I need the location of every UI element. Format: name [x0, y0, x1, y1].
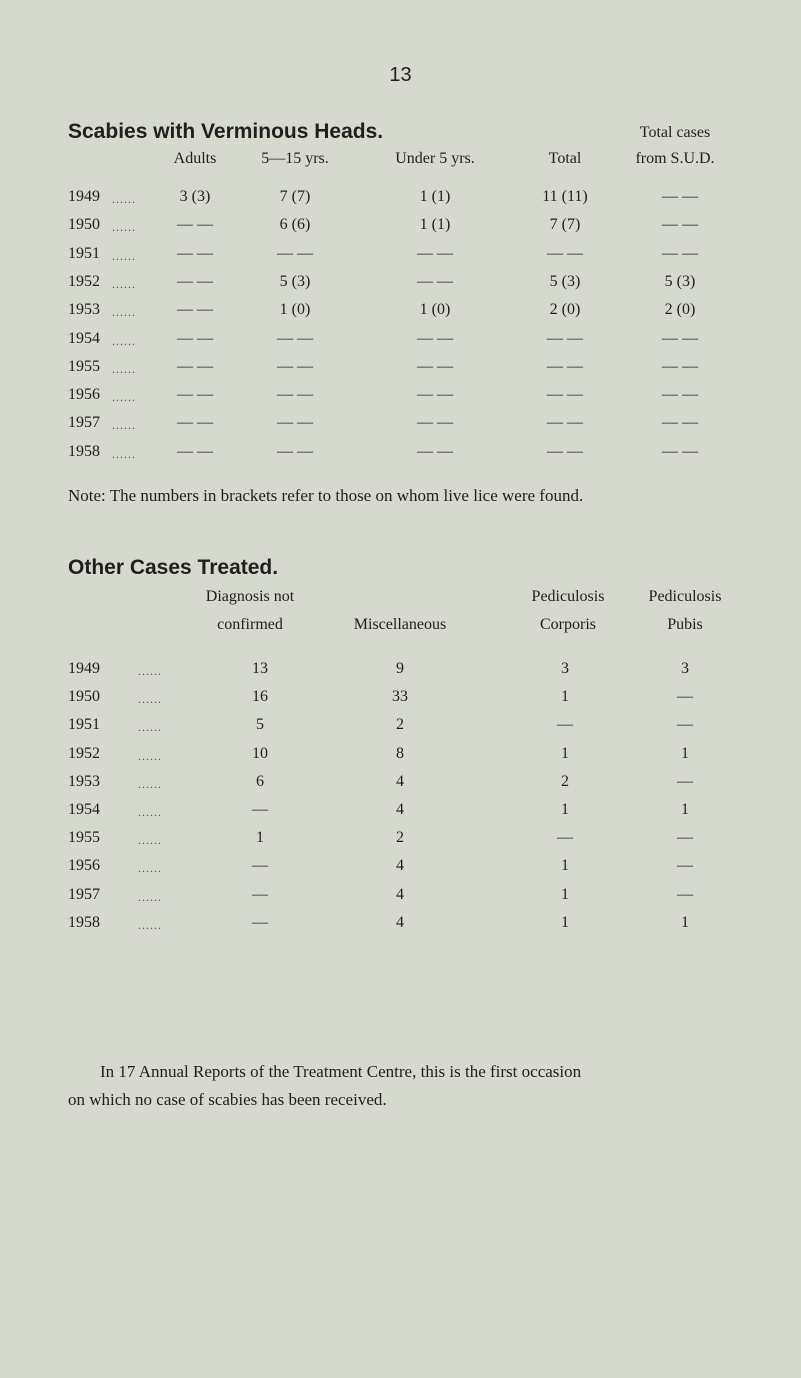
cell-corporis: 1 [561, 801, 569, 818]
cell-under-5: — — [417, 272, 453, 290]
dot-leader: ...... [112, 276, 136, 291]
cell-pubis: 3 [681, 660, 689, 677]
year-label: 1954 [68, 801, 100, 818]
cell-total: 2 (0) [549, 301, 581, 319]
header-pubis-line2: Pubis [667, 616, 703, 633]
cell-under-5: — — [417, 244, 453, 262]
cell-pubis: — [677, 716, 693, 734]
cell-corporis: 1 [561, 857, 569, 875]
cell-corporis: 1 [561, 885, 569, 903]
cell-misc: 2 [396, 829, 404, 847]
cell-pubis: 1 [681, 801, 689, 818]
cell-pubis: — [677, 857, 693, 875]
cell-diagnosis: — [252, 885, 268, 903]
cell-corporis: 1 [561, 744, 569, 762]
header-diagnosis-line2: confirmed [217, 616, 283, 633]
cell-pubis: 1 [681, 913, 689, 931]
cell-5-15: — — [277, 386, 313, 404]
year-label: 1951 [68, 716, 100, 734]
cell-adults: — — [177, 442, 213, 460]
cell-diagnosis: 5 [256, 716, 264, 734]
cell-sud: — — [662, 442, 698, 460]
header-total-cases-line2: from S.U.D. [635, 150, 715, 167]
dot-leader: ...... [138, 833, 162, 848]
year-label: 1954 [68, 329, 100, 347]
cell-adults: — — [177, 414, 213, 432]
cell-pubis: — [677, 688, 693, 706]
cell-diagnosis: — [252, 801, 268, 818]
header-pubis-line1: Pediculosis [648, 588, 722, 605]
cell-under-5: — — [417, 357, 453, 375]
cell-total: — — [547, 414, 583, 432]
header-total-cases-line1: Total cases [639, 124, 711, 141]
cell-adults: — — [177, 329, 213, 347]
year-label: 1953 [68, 772, 100, 790]
cell-pubis: — [677, 772, 693, 790]
cell-adults: — — [177, 386, 213, 404]
cell-corporis: — [557, 829, 573, 847]
year-label: 1958 [68, 442, 100, 460]
dot-leader: ...... [138, 692, 162, 707]
dot-leader: ...... [138, 720, 162, 735]
year-label: 1951 [68, 244, 100, 262]
cell-under-5: — — [417, 414, 453, 432]
cell-total: 7 (7) [549, 216, 581, 234]
header-adults: Adults [173, 150, 217, 167]
dot-leader: ...... [138, 664, 162, 678]
cell-total: — — [547, 244, 583, 262]
page-number: 13 [389, 64, 412, 86]
dot-leader: ...... [138, 917, 162, 932]
year-label: 1952 [68, 272, 100, 290]
cell-total: 11 (11) [542, 188, 588, 205]
cell-adults: — — [177, 216, 213, 234]
year-label: 1957 [68, 885, 100, 903]
cell-under-5: 1 (1) [419, 188, 451, 205]
cell-misc: 2 [396, 716, 404, 734]
cell-pubis: — [677, 829, 693, 847]
cell-misc: 8 [396, 744, 404, 762]
cell-5-15: — — [277, 414, 313, 432]
cell-diagnosis: 6 [256, 772, 264, 790]
header-total: Total [548, 150, 582, 167]
cell-diagnosis: 10 [252, 744, 268, 762]
dot-leader: ...... [112, 361, 136, 376]
scabies-heading: Scabies with Verminous Heads. [68, 120, 384, 143]
cell-5-15: 5 (3) [279, 272, 311, 290]
year-label: 1953 [68, 301, 100, 319]
cell-diagnosis: — [252, 857, 268, 875]
cell-diagnosis: 1 [256, 829, 264, 847]
cell-corporis: 3 [561, 660, 569, 677]
cell-corporis: 2 [561, 772, 569, 790]
cell-total: — — [547, 442, 583, 460]
dot-leader: ...... [112, 192, 136, 206]
header-diagnosis-line1: Diagnosis not [205, 588, 295, 605]
cell-sud: — — [662, 386, 698, 404]
cell-under-5: — — [417, 329, 453, 347]
cell-adults: — — [177, 244, 213, 262]
cell-under-5: 1 (1) [419, 216, 451, 234]
cell-diagnosis: 16 [252, 688, 268, 706]
cell-pubis: — [677, 885, 693, 903]
other-cases-heading: Other Cases Treated. [68, 556, 279, 579]
dot-leader: ...... [112, 305, 136, 320]
dot-leader: ...... [112, 248, 136, 263]
scabies-note: Note: The numbers in brackets refer to those on whom live lice were found. [68, 486, 584, 505]
cell-adults: — — [177, 301, 213, 319]
dot-leader: ...... [112, 390, 136, 405]
cell-5-15: 6 (6) [279, 216, 311, 234]
cell-misc: 33 [392, 688, 408, 706]
header-misc: Miscellaneous [353, 616, 447, 633]
dot-leader: ...... [112, 446, 136, 461]
cell-5-15: — — [277, 329, 313, 347]
cell-5-15: 7 (7) [279, 188, 311, 205]
year-label: 1957 [68, 414, 100, 432]
year-label: 1950 [68, 688, 100, 706]
cell-misc: 4 [396, 857, 404, 875]
cell-pubis: 1 [681, 744, 689, 762]
cell-misc: 4 [396, 913, 404, 931]
year-label: 1952 [68, 744, 100, 762]
year-label: 1956 [68, 386, 100, 404]
dot-leader: ...... [112, 333, 136, 348]
dot-leader: ...... [112, 418, 136, 433]
dot-leader: ...... [138, 776, 162, 791]
dot-leader: ...... [138, 861, 162, 876]
year-label: 1950 [68, 216, 100, 234]
cell-under-5: 1 (0) [419, 301, 451, 319]
cell-sud: — — [662, 357, 698, 375]
cell-total: 5 (3) [549, 272, 581, 290]
cell-misc: 9 [396, 660, 404, 677]
cell-adults: — — [177, 357, 213, 375]
cell-diagnosis: — [252, 913, 268, 931]
header-under-5: Under 5 yrs. [395, 150, 475, 167]
cell-sud: — — [662, 244, 698, 262]
cell-sud: — — [662, 216, 698, 234]
cell-corporis: — [557, 716, 573, 734]
header-corporis-line1: Pediculosis [531, 588, 605, 605]
closing-paragraph-line2: on which no case of scabies has been received. [68, 1090, 387, 1109]
year-label: 1949 [68, 660, 100, 677]
dot-leader: ...... [138, 805, 162, 819]
cell-under-5: — — [417, 386, 453, 404]
cell-diagnosis: 13 [252, 660, 268, 677]
cell-under-5: — — [417, 442, 453, 460]
cell-total: — — [547, 386, 583, 404]
cell-corporis: 1 [561, 913, 569, 931]
cell-sud: — — [662, 414, 698, 432]
year-label: 1955 [68, 357, 100, 375]
cell-adults: — — [177, 272, 213, 290]
cell-sud: — — [662, 188, 698, 205]
cell-misc: 4 [396, 801, 404, 818]
year-label: 1955 [68, 829, 100, 847]
cell-misc: 4 [396, 885, 404, 903]
dot-leader: ...... [112, 220, 136, 235]
dot-leader: ...... [138, 889, 162, 904]
cell-sud: 5 (3) [664, 272, 696, 290]
cell-adults: 3 (3) [179, 188, 211, 205]
cell-5-15: — — [277, 357, 313, 375]
cell-5-15: — — [277, 244, 313, 262]
year-label: 1958 [68, 913, 100, 931]
cell-total: — — [547, 329, 583, 347]
cell-total: — — [547, 357, 583, 375]
cell-misc: 4 [396, 772, 404, 790]
dot-leader: ...... [138, 748, 162, 763]
year-label: 1956 [68, 857, 100, 875]
closing-paragraph-line1: In 17 Annual Reports of the Treatment Centre, this is the first occasion [100, 1062, 582, 1081]
year-label: 1949 [68, 188, 100, 205]
cell-5-15: 1 (0) [279, 301, 311, 319]
cell-sud: 2 (0) [664, 301, 696, 319]
cell-corporis: 1 [561, 688, 569, 706]
header-5-15: 5—15 yrs. [261, 150, 329, 167]
cell-5-15: — — [277, 442, 313, 460]
header-corporis-line2: Corporis [540, 616, 596, 633]
cell-sud: — — [662, 329, 698, 347]
